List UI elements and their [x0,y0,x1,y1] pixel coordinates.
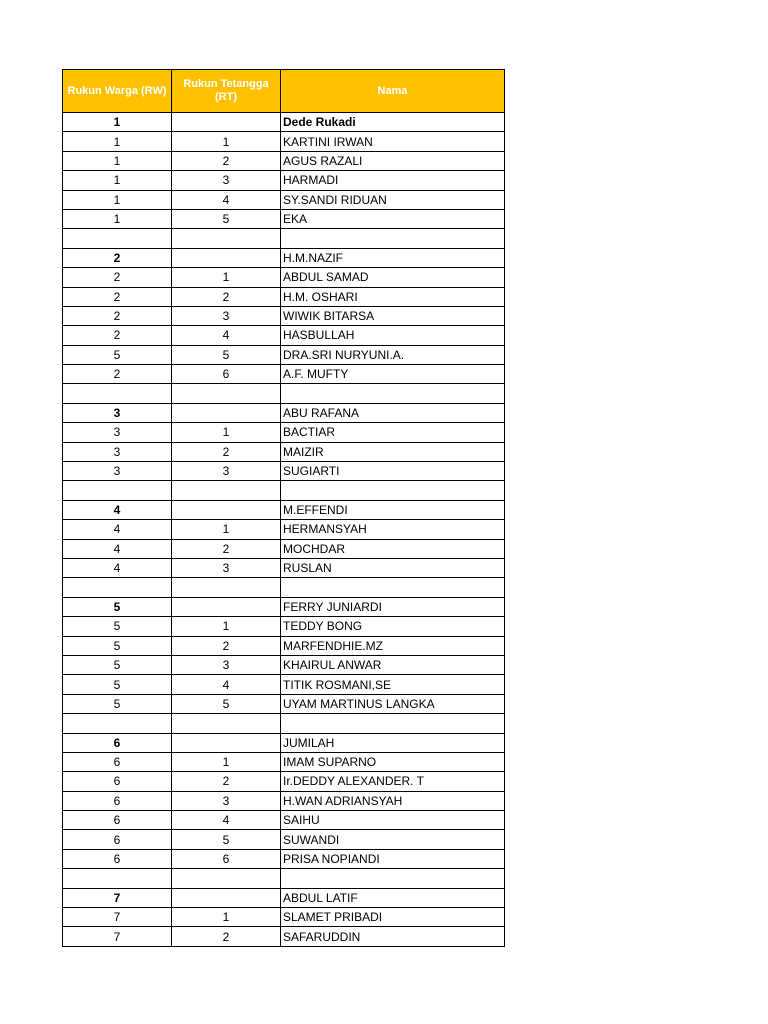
cell-rt [172,500,281,519]
cell-rw [63,481,172,500]
cell-rw [63,869,172,888]
table-blank-row [63,384,505,403]
cell-rt: 5 [172,830,281,849]
cell-name: MARFENDHIE.MZ [281,636,505,655]
cell-rt [172,733,281,752]
cell-rt: 3 [172,655,281,674]
cell-name: ABU RAFANA [281,403,505,422]
table-blank-row [63,714,505,733]
cell-rw: 1 [63,209,172,228]
cell-name [281,578,505,597]
cell-rw [63,578,172,597]
table-row [63,171,505,190]
header-rw: Rukun Warga (RW) [63,70,172,113]
cell-name: JUMILAH [281,733,505,752]
cell-rt: 2 [172,539,281,558]
cell-name [281,384,505,403]
table-group-row [63,248,505,267]
cell-rt: 3 [172,306,281,325]
table-group-row [63,888,505,907]
cell-rw: 3 [63,462,172,481]
cell-name: EKA [281,209,505,228]
table-row [63,655,505,674]
cell-name: HASBULLAH [281,326,505,345]
table-row [63,462,505,481]
table-row [63,752,505,771]
table-group-row [63,597,505,616]
cell-rw: 1 [63,113,172,132]
table-row [63,694,505,713]
table-row [63,209,505,228]
table-blank-row [63,229,505,248]
table-row [63,830,505,849]
cell-rt: 2 [172,772,281,791]
cell-name: KARTINI IRWAN [281,132,505,151]
table-blank-row [63,481,505,500]
cell-rw: 2 [63,287,172,306]
cell-rt: 2 [172,287,281,306]
cell-rw: 3 [63,423,172,442]
cell-rw: 5 [63,694,172,713]
cell-name: M.EFFENDI [281,500,505,519]
cell-rw: 1 [63,171,172,190]
cell-rw [63,384,172,403]
cell-rw: 7 [63,927,172,946]
cell-name: Ir.DEDDY ALEXANDER. T [281,772,505,791]
cell-name: KHAIRUL ANWAR [281,655,505,674]
cell-rt: 2 [172,927,281,946]
cell-rw: 4 [63,500,172,519]
cell-rt [172,403,281,422]
cell-name: DRA.SRI NURYUNI.A. [281,345,505,364]
table-group-row [63,113,505,132]
table-row [63,908,505,927]
cell-name: ABDUL LATIF [281,888,505,907]
table-row [63,791,505,810]
cell-rw: 5 [63,597,172,616]
table-row [63,772,505,791]
cell-rw: 5 [63,636,172,655]
cell-rt [172,481,281,500]
table-row [63,365,505,384]
cell-rw: 6 [63,849,172,868]
cell-rt [172,714,281,733]
cell-rt: 3 [172,791,281,810]
cell-rt: 5 [172,345,281,364]
cell-rt: 2 [172,151,281,170]
cell-rw: 1 [63,151,172,170]
table-row [63,811,505,830]
cell-name: H.M. OSHARI [281,287,505,306]
cell-rw: 7 [63,908,172,927]
rw-rt-table [62,69,505,947]
cell-rt [172,248,281,267]
cell-rw: 7 [63,888,172,907]
cell-rt: 1 [172,423,281,442]
cell-rw: 2 [63,365,172,384]
cell-rw: 5 [63,345,172,364]
cell-rt: 1 [172,617,281,636]
table-body [63,113,505,947]
cell-rt: 4 [172,326,281,345]
cell-name: Dede Rukadi [281,113,505,132]
cell-name [281,869,505,888]
table-group-row [63,403,505,422]
cell-rt: 5 [172,694,281,713]
cell-rt: 1 [172,752,281,771]
cell-rt: 2 [172,442,281,461]
table-row [63,345,505,364]
cell-name: HARMADI [281,171,505,190]
table-row [63,675,505,694]
table-row [63,849,505,868]
table-group-row [63,500,505,519]
cell-rw: 2 [63,306,172,325]
cell-rw: 3 [63,403,172,422]
cell-name: UYAM MARTINUS LANGKA [281,694,505,713]
cell-rw [63,714,172,733]
table-header-row [63,70,505,113]
cell-name [281,481,505,500]
cell-rw: 5 [63,617,172,636]
cell-rw: 5 [63,675,172,694]
cell-name: MAIZIR [281,442,505,461]
cell-rw: 6 [63,811,172,830]
cell-name: TITIK ROSMANI,SE [281,675,505,694]
cell-name: FERRY JUNIARDI [281,597,505,616]
table-row [63,190,505,209]
cell-rt [172,888,281,907]
table-row [63,927,505,946]
table-blank-row [63,578,505,597]
cell-name: SAFARUDDIN [281,927,505,946]
header-rt: Rukun Tetangga (RT) [172,70,281,113]
cell-rt [172,229,281,248]
cell-rt: 1 [172,268,281,287]
cell-name: PRISA NOPIANDI [281,849,505,868]
table-row [63,617,505,636]
cell-rw: 6 [63,752,172,771]
cell-rw: 4 [63,539,172,558]
cell-rt: 6 [172,849,281,868]
table-blank-row [63,869,505,888]
header-name: Nama [281,70,505,113]
cell-rt: 5 [172,209,281,228]
cell-rw: 4 [63,558,172,577]
cell-rt [172,578,281,597]
cell-rw: 6 [63,733,172,752]
cell-name: SAIHU [281,811,505,830]
table-row [63,520,505,539]
table-row [63,287,505,306]
table-row [63,442,505,461]
table-group-row [63,733,505,752]
cell-rt [172,869,281,888]
table-row [63,306,505,325]
cell-rt: 3 [172,462,281,481]
cell-name: A.F. MUFTY [281,365,505,384]
table-row [63,558,505,577]
cell-rw: 2 [63,268,172,287]
cell-rw [63,229,172,248]
cell-rt: 6 [172,365,281,384]
cell-name: TEDDY BONG [281,617,505,636]
cell-rw: 1 [63,190,172,209]
table-row [63,636,505,655]
cell-rw: 3 [63,442,172,461]
cell-rt [172,113,281,132]
cell-name: RUSLAN [281,558,505,577]
cell-rt: 4 [172,811,281,830]
cell-name: SUGIARTI [281,462,505,481]
cell-rt [172,597,281,616]
cell-rt: 2 [172,636,281,655]
cell-name [281,714,505,733]
cell-name: ABDUL SAMAD [281,268,505,287]
cell-rw: 5 [63,655,172,674]
table-row [63,326,505,345]
table-row [63,132,505,151]
cell-rt: 4 [172,190,281,209]
cell-rt: 1 [172,132,281,151]
cell-rt: 3 [172,558,281,577]
cell-rw: 2 [63,326,172,345]
cell-rw: 6 [63,772,172,791]
cell-name: H.WAN ADRIANSYAH [281,791,505,810]
table-row [63,539,505,558]
cell-name: IMAM SUPARNO [281,752,505,771]
cell-name: MOCHDAR [281,539,505,558]
cell-rt: 4 [172,675,281,694]
cell-rw: 6 [63,791,172,810]
cell-name: SUWANDI [281,830,505,849]
cell-rt: 1 [172,908,281,927]
cell-name: SY.SANDI RIDUAN [281,190,505,209]
cell-name: H.M.NAZIF [281,248,505,267]
cell-name: HERMANSYAH [281,520,505,539]
cell-name: BACTIAR [281,423,505,442]
cell-rt [172,384,281,403]
cell-name: WIWIK BITARSA [281,306,505,325]
cell-rw: 4 [63,520,172,539]
table-row [63,268,505,287]
cell-rw: 1 [63,132,172,151]
cell-rt: 3 [172,171,281,190]
cell-rw: 2 [63,248,172,267]
cell-name: AGUS RAZALI [281,151,505,170]
cell-rt: 1 [172,520,281,539]
table-row [63,151,505,170]
cell-name [281,229,505,248]
cell-rw: 6 [63,830,172,849]
cell-name: SLAMET PRIBADI [281,908,505,927]
table-row [63,423,505,442]
